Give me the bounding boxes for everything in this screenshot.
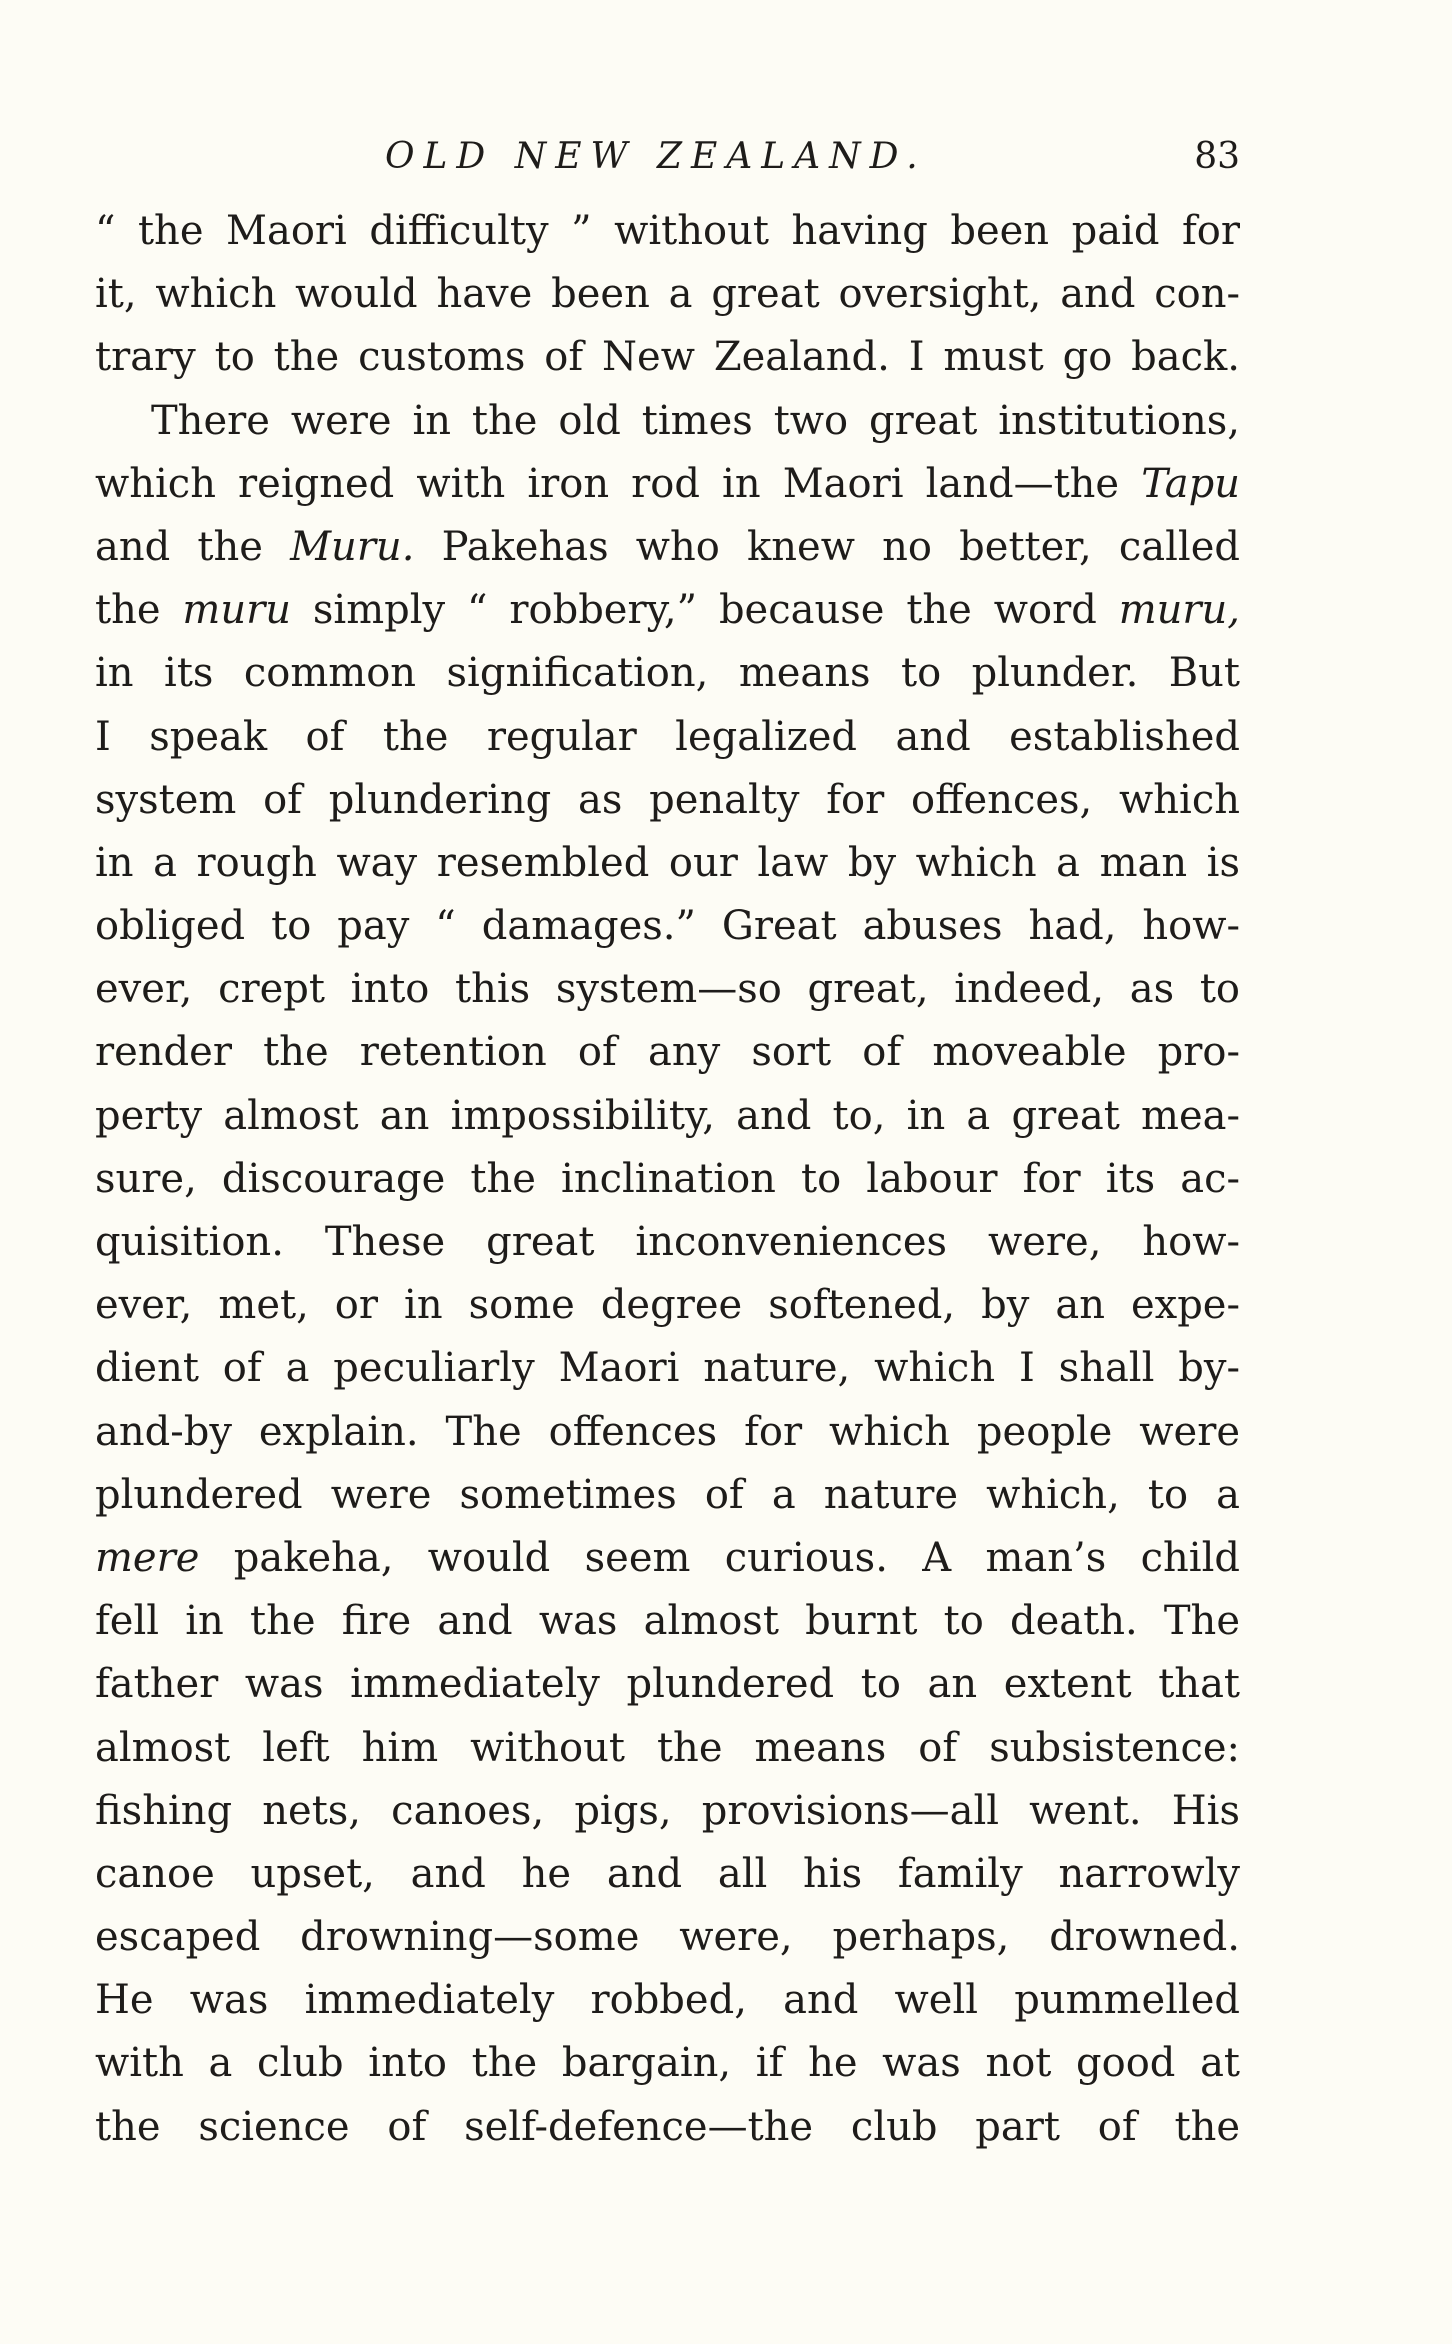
- text-line: ever, met, or in some degree softened, by an expe-: [95, 1282, 1240, 1329]
- text-line: it, which would have been a great oversight, and con-: [95, 271, 1240, 318]
- italic-word: mere: [95, 1534, 200, 1581]
- italic-word: Tapu: [1141, 460, 1240, 507]
- text-line: escaped drowning—some were, perhaps, drowned.: [95, 1914, 1240, 1961]
- text-line: mere pakeha, would seem curious. A man’s child: [95, 1534, 1240, 1581]
- text-line: “ the Maori difficulty ” without having been paid for: [95, 208, 1240, 254]
- text-line: obliged to pay “ damages.” Great abuses had, how-: [95, 903, 1240, 950]
- text-line: father was immediately plundered to an extent that: [95, 1661, 1240, 1708]
- text-line: in its common signification, means to plunder. But: [95, 650, 1240, 697]
- text-line: render the retention of any sort of moveable pro-: [95, 1029, 1240, 1076]
- running-head: [95, 128, 1240, 186]
- text-line: and-by explain. The offences for which people were: [95, 1408, 1240, 1455]
- text-line: which reigned with iron rod in Maori land—the Tapu: [95, 460, 1240, 507]
- text-line: almost left him without the means of subsistence:: [95, 1724, 1240, 1771]
- text-line: canoe upset, and he and all his family narrowly: [95, 1850, 1240, 1897]
- text-line: ever, crept into this system—so great, indeed, as to: [95, 966, 1240, 1013]
- body-text: [95, 200, 1240, 2159]
- text-line: I speak of the regular legalized and established: [95, 713, 1240, 760]
- text-line: dient of a peculiarly Maori nature, which I shall by-: [95, 1345, 1240, 1392]
- text-line: perty almost an impossibility, and to, in a great mea-: [95, 1092, 1240, 1139]
- text-line: with a club into the bargain, if he was not good at: [95, 2040, 1240, 2087]
- text-line: quisition. These great inconveniences were, how-: [95, 1219, 1240, 1265]
- text-line: trary to the customs of New Zealand. I must go back.: [95, 334, 1240, 381]
- italic-word: Muru.: [290, 523, 415, 570]
- text-line: system of plundering as penalty for offences, which: [95, 776, 1240, 823]
- text-line: fishing nets, canoes, pigs, provisions—all went. His: [95, 1787, 1240, 1834]
- text-line: in a rough way resembled our law by which a man is: [95, 839, 1240, 886]
- text-line: plundered were sometimes of a nature which, to a: [95, 1471, 1240, 1518]
- text-line: the muru simply “ robbery,” because the word muru,: [95, 587, 1240, 634]
- text-line: He was immediately robbed, and well pummelled: [95, 1977, 1240, 2024]
- italic-word: muru,: [1118, 587, 1240, 634]
- paragraph-first-line: There were in the old times two great institutions,: [151, 397, 1240, 444]
- running-head-title: OLD NEW ZEALAND.: [385, 136, 927, 177]
- page-number: 83: [1194, 136, 1240, 177]
- text-line: fell in the fire and was almost burnt to death. The: [95, 1598, 1240, 1645]
- text-line: sure, discourage the inclination to labour for its ac-: [95, 1155, 1240, 1202]
- text-line: the science of self-defence—the club part of the: [95, 2103, 1240, 2150]
- italic-word: muru: [182, 587, 291, 634]
- text-line: and the Muru. Pakehas who knew no better, called: [95, 523, 1240, 570]
